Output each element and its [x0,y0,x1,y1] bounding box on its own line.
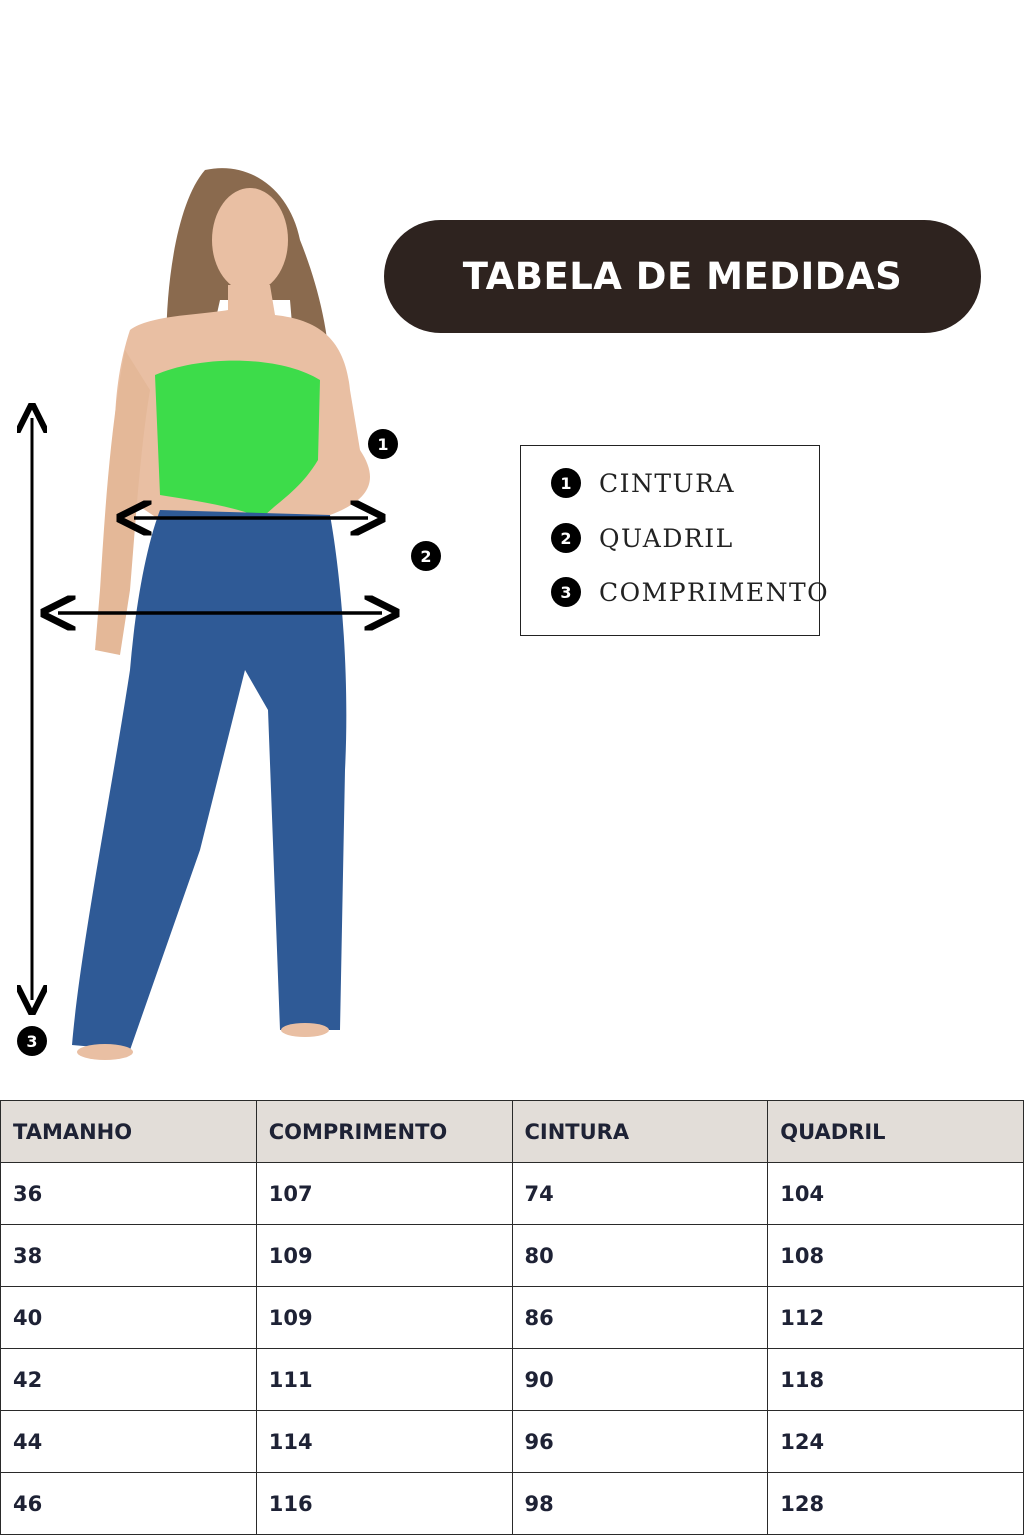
cell-cintura: 86 [512,1287,768,1349]
cell-comprimento: 109 [256,1225,512,1287]
cell-cintura: 74 [512,1163,768,1225]
table-row [1,1349,1024,1411]
header-cintura: CINTURA [512,1101,768,1163]
cell-quadril: 104 [768,1163,1024,1225]
model-figure [0,150,460,1070]
legend-number-badge: 3 [551,577,581,607]
cell-quadril: 112 [768,1287,1024,1349]
table-row [1,1473,1024,1535]
legend-item-quadril [551,523,734,553]
cell-tamanho: 42 [1,1349,257,1411]
cell-tamanho: 40 [1,1287,257,1349]
table-row [1,1225,1024,1287]
header-comprimento: COMPRIMENTO [256,1101,512,1163]
cell-comprimento: 109 [256,1287,512,1349]
header-quadril: QUADRIL [768,1101,1024,1163]
legend-number-badge: 2 [551,523,581,553]
hip-marker: 2 [411,541,441,571]
waist-marker: 1 [368,429,398,459]
cell-quadril: 124 [768,1411,1024,1473]
table-row [1,1163,1024,1225]
legend-label: COMPRIMENTO [599,577,830,607]
legend-label: CINTURA [599,468,736,498]
legend-label: QUADRIL [599,523,734,553]
cell-quadril: 118 [768,1349,1024,1411]
length-marker: 3 [17,1026,47,1056]
cell-comprimento: 116 [256,1473,512,1535]
left-foot [77,1044,133,1060]
cell-cintura: 96 [512,1411,768,1473]
cell-comprimento: 111 [256,1349,512,1411]
cell-cintura: 98 [512,1473,768,1535]
cell-comprimento: 114 [256,1411,512,1473]
title-banner [384,220,981,333]
legend-number-badge: 1 [551,468,581,498]
cell-comprimento: 107 [256,1163,512,1225]
cell-tamanho: 46 [1,1473,257,1535]
table-row [1,1287,1024,1349]
model-illustration [0,150,460,1070]
cell-cintura: 90 [512,1349,768,1411]
cell-quadril: 108 [768,1225,1024,1287]
size-table [0,1100,1024,1535]
face-shape [212,188,288,292]
cell-tamanho: 44 [1,1411,257,1473]
page-title: TABELA DE MEDIDAS [462,255,903,298]
cell-quadril: 128 [768,1473,1024,1535]
cell-cintura: 80 [512,1225,768,1287]
legend-item-comprimento [551,577,829,607]
measurement-legend [520,445,830,636]
cell-tamanho: 36 [1,1163,257,1225]
cell-tamanho: 38 [1,1225,257,1287]
table-header-row [1,1101,1024,1163]
header-tamanho: TAMANHO [1,1101,257,1163]
right-foot [281,1023,329,1037]
legend-item-cintura [551,468,735,498]
table-row [1,1411,1024,1473]
